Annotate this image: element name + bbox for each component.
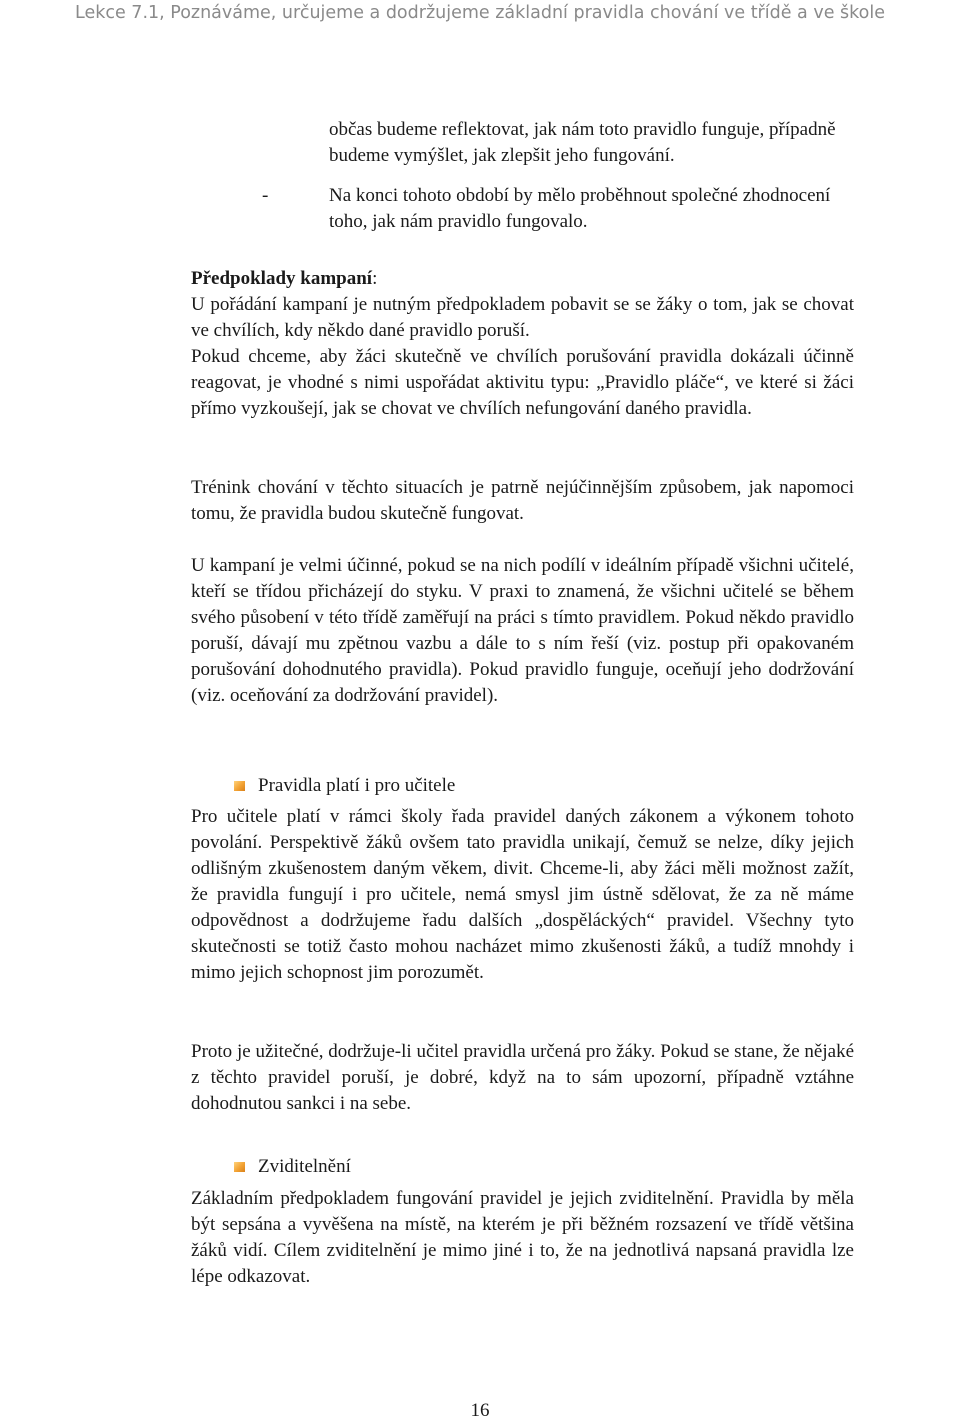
paragraph-block: [191, 1039, 854, 1117]
paragraph: Pokud chceme, aby žáci skutečně ve chvílích porušování pravidla dokázali účinně reagovat, je vhodné s nimi uspořádat aktivitu typu: „Pravidlo pláče“, ve které si žáci přímo vyzkoušejí, jak se chovat ve chvílích nefungování daného pravidla.: [191, 346, 854, 419]
page-number: 16: [470, 1400, 490, 1421]
paragraph: Proto je užitečné, dodržuje-li učitel pravidla určená pro žáky. Pokud se stane, že nějaké z těchto pravidel poruší, je dobré, když na to sám upozorní, případně vztáhne dohodnutou sankci i na sebe.: [191, 1041, 854, 1114]
paragraph-block: [191, 553, 854, 709]
paragraph-block: [191, 1186, 854, 1290]
section-title-label: Pravidla platí i pro učitele: [258, 775, 456, 796]
list-dash: -: [262, 185, 269, 206]
section-title-label: Zviditelnění: [258, 1156, 351, 1177]
section-title-zviditelneni: [191, 1154, 854, 1180]
paragraph: U kampaní je velmi účinné, pokud se na nich podílí v ideálním případě všichni učitelé, kteří se třídou přicházejí do styku. V praxi to znamená, že všichni učitelé se během svého působení v této třídě zaměřují na práci s tímto pravidlem. Pokud někdo pravidlo poruší, dávají mu zpětnou vazbu a dále to s ním řeší (viz. postup při opakovaném porušování dohodnutého pravidla). Pokud pravidlo funguje, oceňují jeho dodržování (viz. oceňování za dodržování pravidel).: [191, 555, 854, 706]
paragraph: U pořádání kampaní je nutným předpokladem pobavit se se žáky o tom, jak se chovat ve chvílích, kdy někdo dané pravidlo poruší.: [191, 294, 854, 341]
square-bullet-icon: [234, 781, 245, 791]
list-item: [262, 183, 854, 235]
list-item-text: Na konci tohoto období by mělo proběhnout společné zhodnocení toho, jak nám pravidlo fungovalo.: [329, 185, 831, 232]
section-title-ucitele: [191, 773, 854, 799]
section-heading: Předpoklady kampaní: [191, 268, 373, 289]
section-predpoklady: [191, 266, 854, 422]
paragraph-block: [191, 475, 854, 527]
continuation-text: občas budeme reflektovat, jak nám toto pravidlo funguje, případně budeme vymýšlet, jak zlepšit jeho fungování.: [329, 119, 836, 166]
paragraph: Pro učitele platí v rámci školy řada pravidel daných zákonem a výkonem tohoto povolání. Perspektivě žáků ovšem tato pravidla unikají, čemuž se nelze, díky jejich odlišným zkušenostem daným věkem, divit. Chceme-li, aby žáci měli možnost zažít, že pravidla fungují i pro učitele, nemá smysl jim ústně sdělovat, že za ně máme odpovědnost a dodržujeme řadu dalších „dospěláckých“ pravidel. Všechny tyto skutečnosti se totiž často mohou nacházet mimo zkušenosti žáků, a tudíž mnohdy i mimo jejich schopnost jim porozumět.: [191, 806, 854, 983]
square-bullet-icon: [234, 1162, 245, 1172]
paragraph-block: [191, 804, 854, 986]
paragraph: Základním předpokladem fungování pravidel je jejich zviditelnění. Pravidla by měla být sepsána a vyvěšena na místě, na kterém je při běžném rozsazení ve třídě většina žáků vidí. Cílem zviditelnění je mimo jiné i to, že na jednotlivá napsaná pravidla lze lépe odkazovat.: [191, 1188, 854, 1287]
running-header: Lekce 7.1, Poznáváme, určujeme a dodržujeme základní pravidla chování ve třídě a ve škole: [75, 3, 885, 23]
paragraph: Trénink chování v těchto situacích je patrně nejúčinnějším způsobem, jak napomoci tomu, že pravidla budou skutečně fungovat.: [191, 477, 854, 524]
heading-colon: :: [372, 268, 378, 289]
